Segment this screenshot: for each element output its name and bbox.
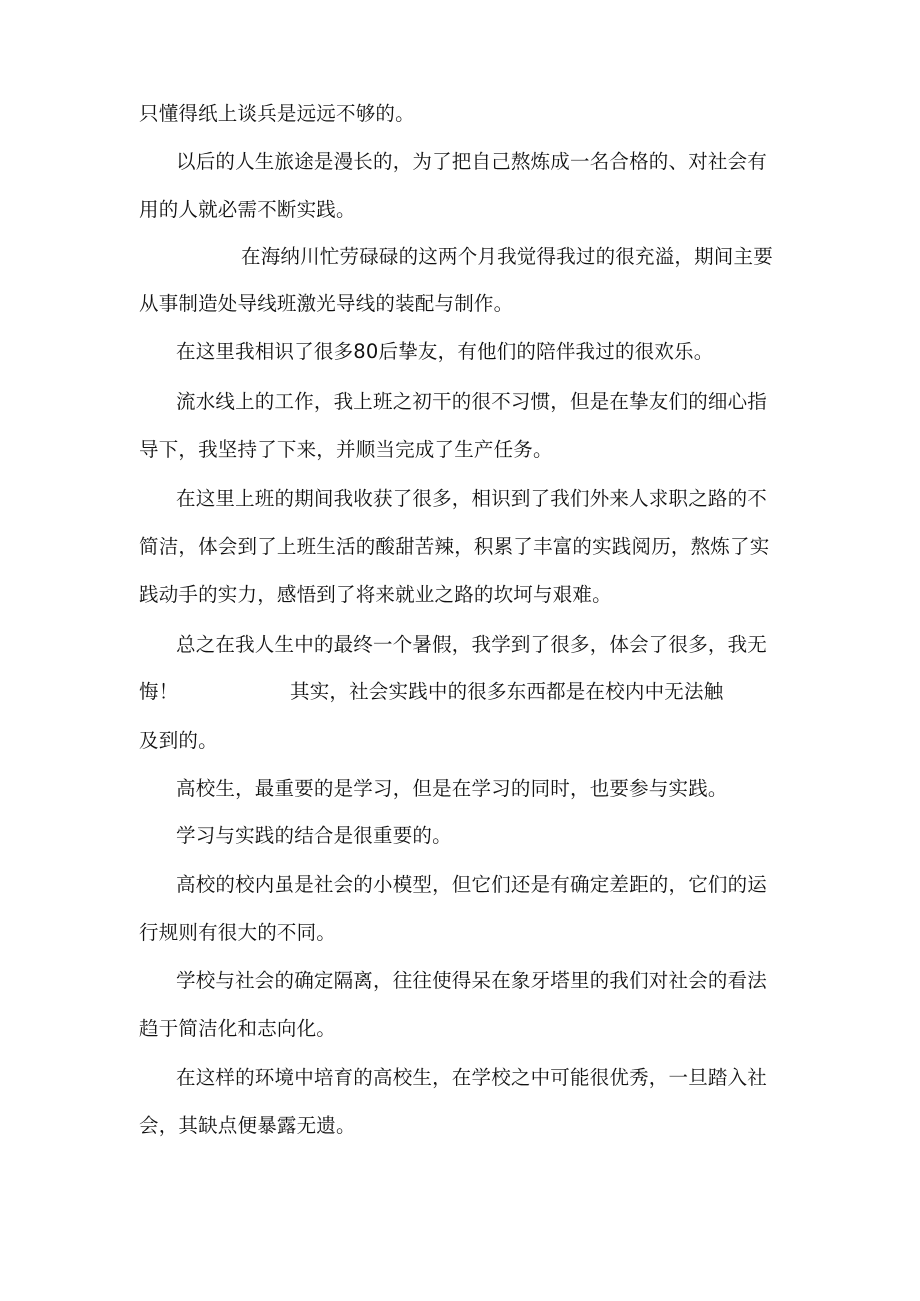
text-line: 趋于简洁化和志向化。 xyxy=(139,1017,337,1040)
text-line: 学习与实践的结合是很重要的。 xyxy=(176,824,452,847)
text-line: 流水线上的工作，我上班之初干的很不习惯，但是在挚友们的细心指 xyxy=(176,390,768,413)
text-line: 学校与社会的确定隔离，往往使得呆在象牙塔里的我们对社会的看法 xyxy=(176,969,768,992)
text-line: 从事制造处导线班激光导线的装配与制作。 xyxy=(139,292,514,315)
text-line: 高校的校内虽是社会的小模型，但它们还是有确定差距的，它们的运 xyxy=(176,873,768,896)
text-line: 总之在我人生中的最终一个暑假，我学到了很多，体会了很多，我无 xyxy=(176,633,768,656)
text-line: 只懂得纸上谈兵是远远不够的。 xyxy=(139,102,415,125)
text-line: 在海纳川忙劳碌碌的这两个月我觉得我过的很充溢，期间主要 xyxy=(241,245,773,268)
text-line: 高校生，最重要的是学习，但是在学习的同时，也要参与实践。 xyxy=(176,777,728,800)
text-line: 在这里我相识了很多80后挚友，有他们的陪伴我过的很欢乐。 xyxy=(176,340,714,363)
text-line: 悔！ xyxy=(139,680,179,703)
text-line: 导下，我坚持了下来，并顺当完成了生产任务。 xyxy=(139,438,553,461)
text-line: 践动手的实力，感悟到了将来就业之路的坎坷与艰难。 xyxy=(139,583,612,606)
text-line: 行规则有很大的不同。 xyxy=(139,921,337,944)
text-line: 其实，社会实践中的很多东西都是在校内中无法触 xyxy=(290,680,724,703)
text-line: 在这里上班的期间我收获了很多，相识到了我们外来人求职之路的不 xyxy=(176,487,768,510)
text-line: 会，其缺点便暴露无遗。 xyxy=(139,1114,356,1137)
text-line: 用的人就必需不断实践。 xyxy=(139,198,356,221)
text-line: 在这样的环境中培育的高校生，在学校之中可能很优秀，一旦踏入社 xyxy=(176,1066,768,1089)
text-line: 简洁，体会到了上班生活的酸甜苦辣，积累了丰富的实践阅历，熬炼了实 xyxy=(139,535,770,558)
text-line: 及到的。 xyxy=(139,729,218,752)
text-line: 以后的人生旅途是漫长的，为了把自己熬炼成一名合格的、对社会有 xyxy=(176,150,768,173)
